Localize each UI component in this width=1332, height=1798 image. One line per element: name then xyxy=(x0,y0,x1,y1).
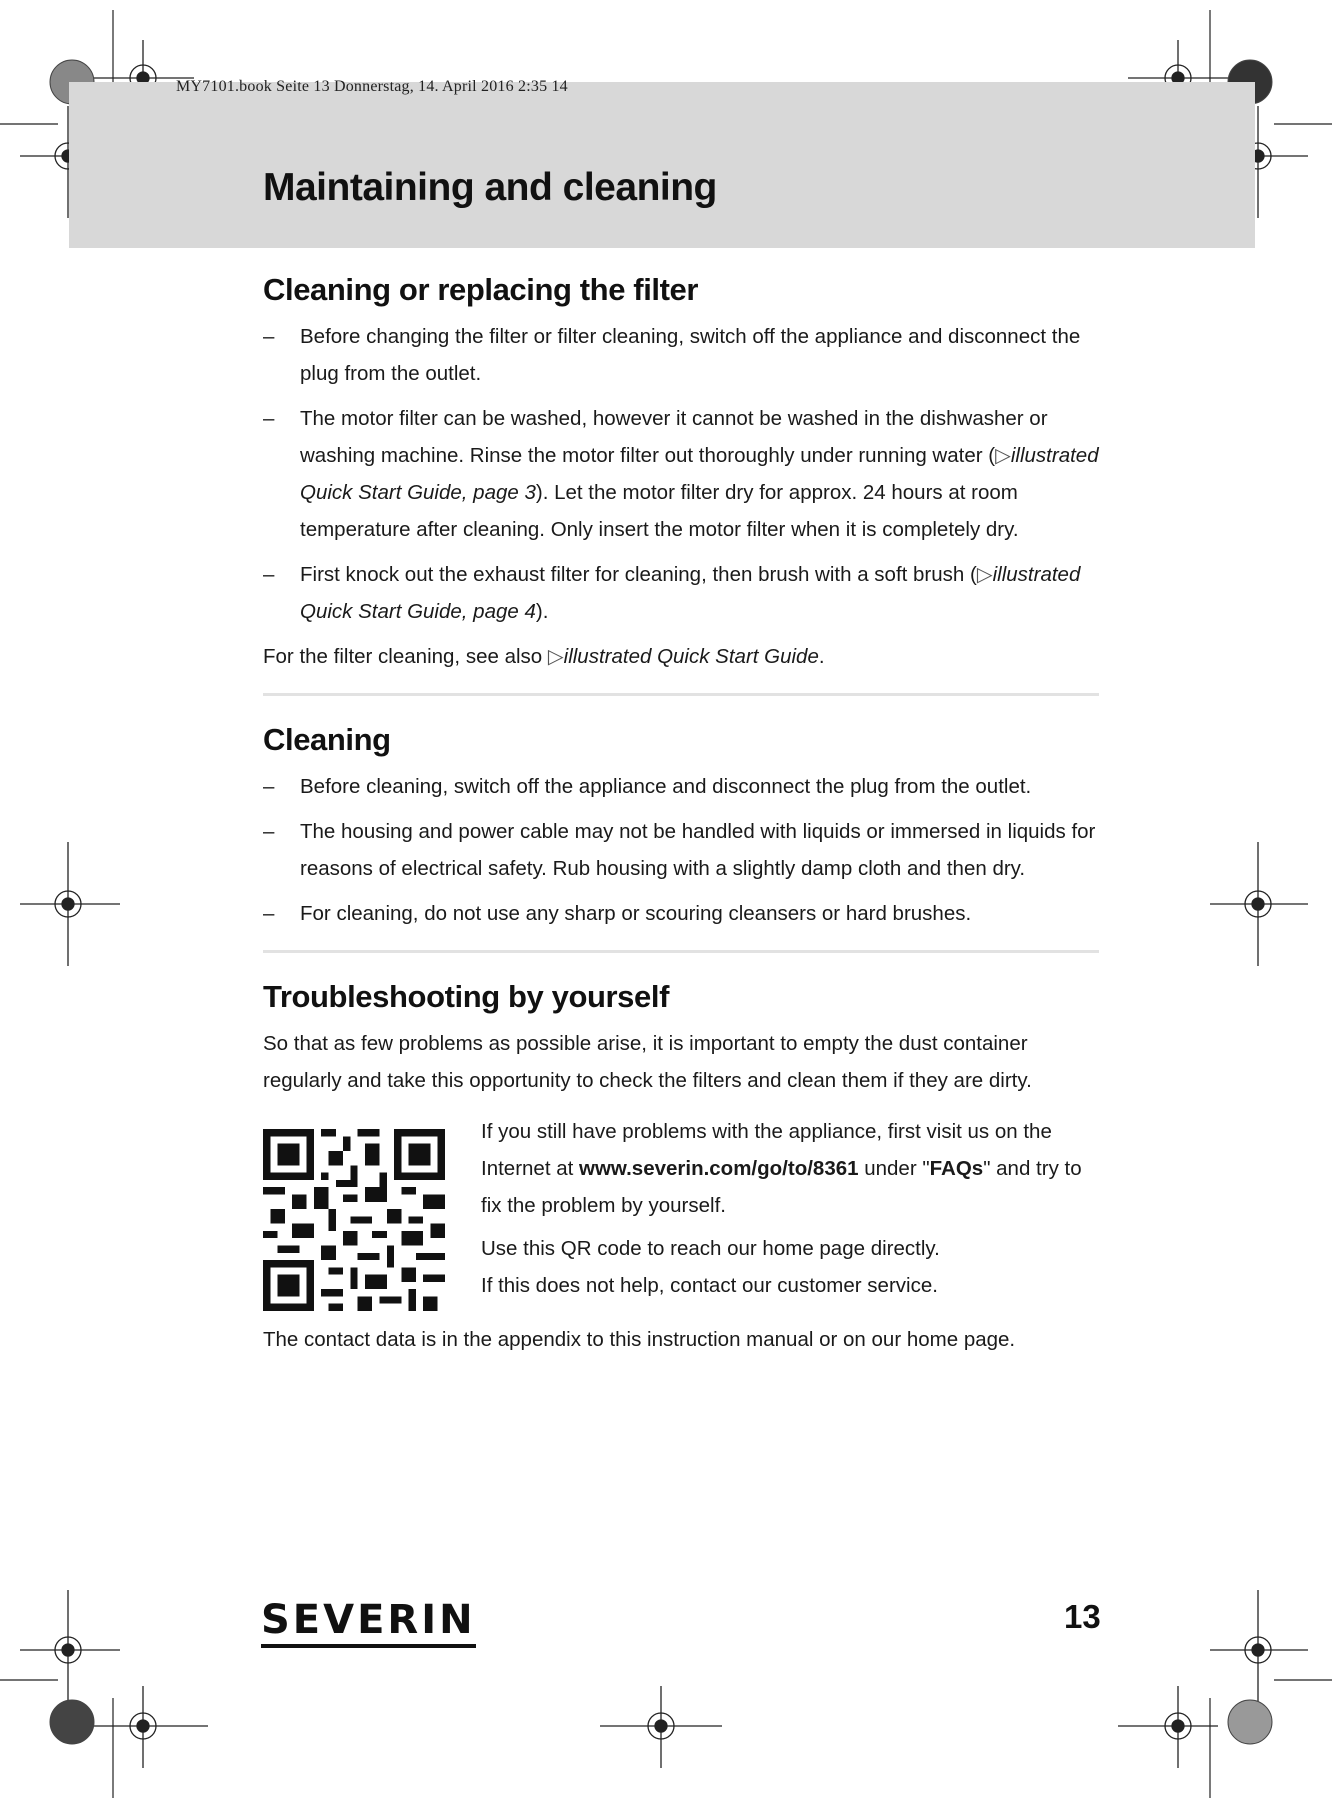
crosshair-icon xyxy=(1210,1590,1308,1712)
qr-text-part: If you still have problems with the appliance, first visit us on the Internet at xyxy=(481,1120,1052,1180)
faq-url-link[interactable]: www.severin.com/go/to/8361 xyxy=(579,1157,859,1180)
bullet-text: The housing and power cable may not be handled with liquids or immersed in liquids for reasons of electrical safety. Rub housing with a slightly damp cloth and then dry. xyxy=(300,820,1096,880)
section-divider xyxy=(263,950,1099,953)
severin-logo: SEVERIN xyxy=(261,1600,476,1648)
qr-block xyxy=(263,1113,1099,1311)
section-heading: Troubleshooting by yourself xyxy=(263,979,670,1014)
note-text: For the filter cleaning, see also xyxy=(263,645,548,668)
print-slug-line: MY7101.book Seite 13 Donnerstag, 14. April 2016 2:35 14 xyxy=(176,78,568,95)
qr-paragraph: Use this QR code to reach our home page directly. xyxy=(481,1237,940,1260)
filter-note xyxy=(263,638,1099,675)
crosshair-icon xyxy=(1210,842,1308,966)
triangle-right-icon: ▷ xyxy=(995,444,1011,467)
section-filter xyxy=(263,272,1099,675)
content xyxy=(263,272,1099,1366)
list-item xyxy=(263,895,1099,932)
qr-paragraph xyxy=(481,1113,1099,1224)
section-troubleshooting xyxy=(263,979,1099,1358)
bullet-dash: – xyxy=(263,902,275,925)
qr-text-part: under " xyxy=(858,1157,930,1180)
qr-text xyxy=(481,1113,1099,1310)
list-item xyxy=(263,768,1099,805)
list-item xyxy=(263,318,1099,392)
bullet-text: Before changing the filter or filter cleaning, switch off the appliance and disconnect the plug from the outlet. xyxy=(300,325,1081,385)
bullet-dash: – xyxy=(263,820,275,843)
list-item xyxy=(263,400,1099,548)
note-tail: . xyxy=(818,645,825,668)
quick-start-reference xyxy=(548,645,819,668)
qr-paragraph: If this does not help, contact our customer service. xyxy=(481,1274,938,1297)
contact-note: The contact data is in the appendix to this instruction manual or on our home page. xyxy=(263,1328,1016,1351)
troubleshooting-intro: So that as few problems as possible arise, it is important to empty the dust container regularly and take this opportunity to check the filters and clean them if they are dirty. xyxy=(263,1032,1032,1092)
faq-label: FAQs xyxy=(929,1157,984,1180)
list-item xyxy=(263,556,1099,630)
bullet-dash: – xyxy=(263,563,275,586)
reference-text: illustrated Quick Start Guide, page 3 xyxy=(300,444,1099,504)
crosshair-icon xyxy=(20,1590,120,1712)
section-cleaning xyxy=(263,722,1099,932)
bullet-text: For cleaning, do not use any sharp or scouring cleansers or hard brushes. xyxy=(300,902,972,925)
triangle-right-icon: ▷ xyxy=(976,563,993,586)
qr-text-part: " and try to fix the problem by yourself. xyxy=(481,1157,1082,1217)
page-title: Maintaining and cleaning xyxy=(263,166,717,209)
section-heading: Cleaning or replacing the filter xyxy=(263,272,699,307)
bullet-dash: – xyxy=(263,775,275,798)
bullet-dash: – xyxy=(263,325,275,348)
bullet-text: First knock out the exhaust filter for cleaning, then brush with a soft brush ( xyxy=(300,563,977,586)
bullet-dash: – xyxy=(263,407,275,430)
page-number: 13 xyxy=(1064,1598,1101,1635)
reference-text: illustrated Quick Start Guide xyxy=(563,645,819,668)
crosshair-icon xyxy=(92,1686,208,1768)
crosshair-icon xyxy=(20,842,120,966)
section-heading: Cleaning xyxy=(263,722,391,757)
header-band xyxy=(69,82,1255,248)
crosshair-icon xyxy=(1118,1686,1218,1768)
bullet-text: Before cleaning, switch off the appliance and disconnect the plug from the outlet. xyxy=(300,775,1032,798)
qr-code[interactable] xyxy=(263,1129,445,1311)
list-item xyxy=(263,813,1099,887)
reference-text: illustrated Quick Start Guide, page 4 xyxy=(300,563,1081,623)
triangle-right-icon: ▷ xyxy=(547,645,564,668)
bullet-text: The motor filter can be washed, however it cannot be washed in the dishwasher or washing machine. Rinse the motor filter out thoroughly under running water ( xyxy=(300,407,1048,467)
crosshair-icon xyxy=(600,1686,722,1768)
bullet-text-tail: ). Let the motor filter dry for approx. 24 hours at room temperature after cleaning. Only insert the motor filter when it is completely dry. xyxy=(300,481,1019,541)
bullet-text-tail: ). xyxy=(535,600,549,623)
section-divider xyxy=(263,693,1099,696)
